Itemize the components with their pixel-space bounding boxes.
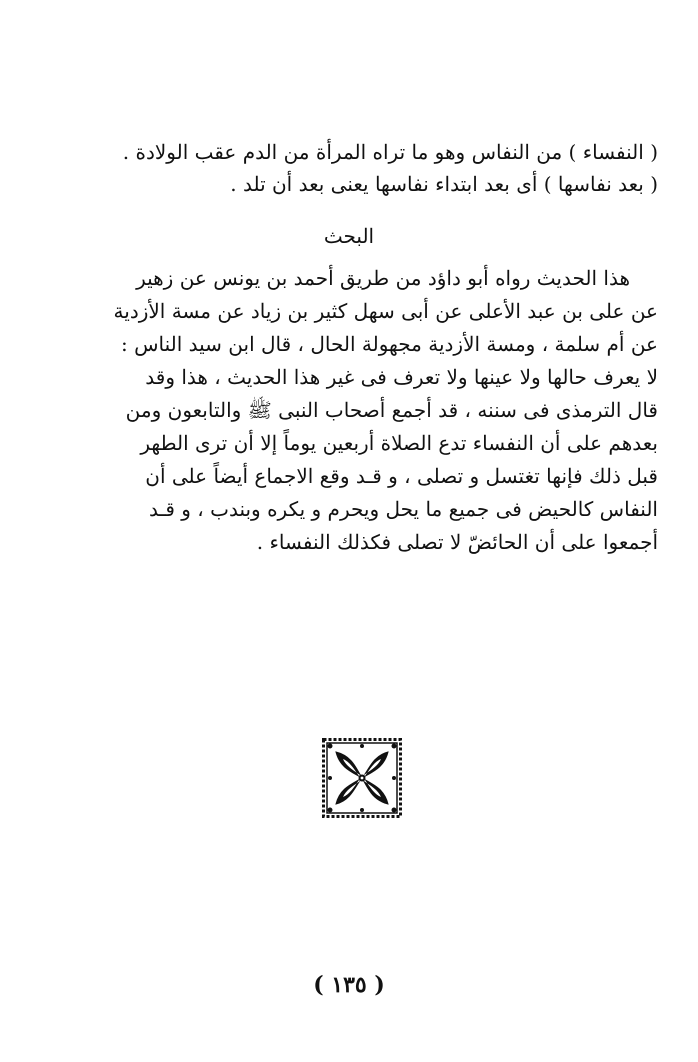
body-line: أجمعوا على أن الحائضّ لا تصلى فكذلك النفساء .: [256, 530, 658, 554]
floral-ornament-icon: [322, 738, 402, 818]
body-line: عن أم سلمة ، ومسة الأزدية مجهولة الحال ، قال ابن سيد الناس :: [120, 332, 658, 356]
body-line: لا يعرف حالها ولا عينها ولا تعرف فى غير هذا الحديث ، هذا وقد: [145, 365, 658, 389]
body-line: عن على بن عبد الأعلى عن أبى سهل كثير بن زياد عن مسة الأزدية: [113, 299, 658, 323]
gloss-line: ( النفساء ) من النفاس وهو ما تراه المرأة من الدم عقب الولادة .: [122, 140, 658, 164]
page-number: ( ١٣٥ ): [313, 972, 385, 998]
section-heading: البحث: [323, 224, 375, 248]
body-line: قبل ذلك فإنها تغتسل و تصلى ، و قـد وقع الاجماع أيضاً على أن: [145, 464, 658, 488]
body-line: النفاس كالحيض فى جميع ما يحل ويحرم و يكره وبندب ، و قـد: [149, 497, 658, 521]
body-line: بعدهم على أن النفساء تدع الصلاة أربعين يوماً إلا أن ترى الطهر: [140, 431, 658, 455]
body-line: هذا الحديث رواه أبو داؤد من طريق أحمد بن يونس عن زهير: [136, 266, 630, 290]
footnote-glosses: [40, 136, 658, 200]
body-line: قال الترمذى فى سننه ، قد أجمع أصحاب النبى ﷺ والتابعون ومن: [125, 398, 658, 422]
body-paragraph: [40, 262, 658, 559]
gloss-line: ( بعد نفاسها ) أى بعد ابتداء نفاسها يعنى بعد أن تلد .: [230, 172, 658, 196]
